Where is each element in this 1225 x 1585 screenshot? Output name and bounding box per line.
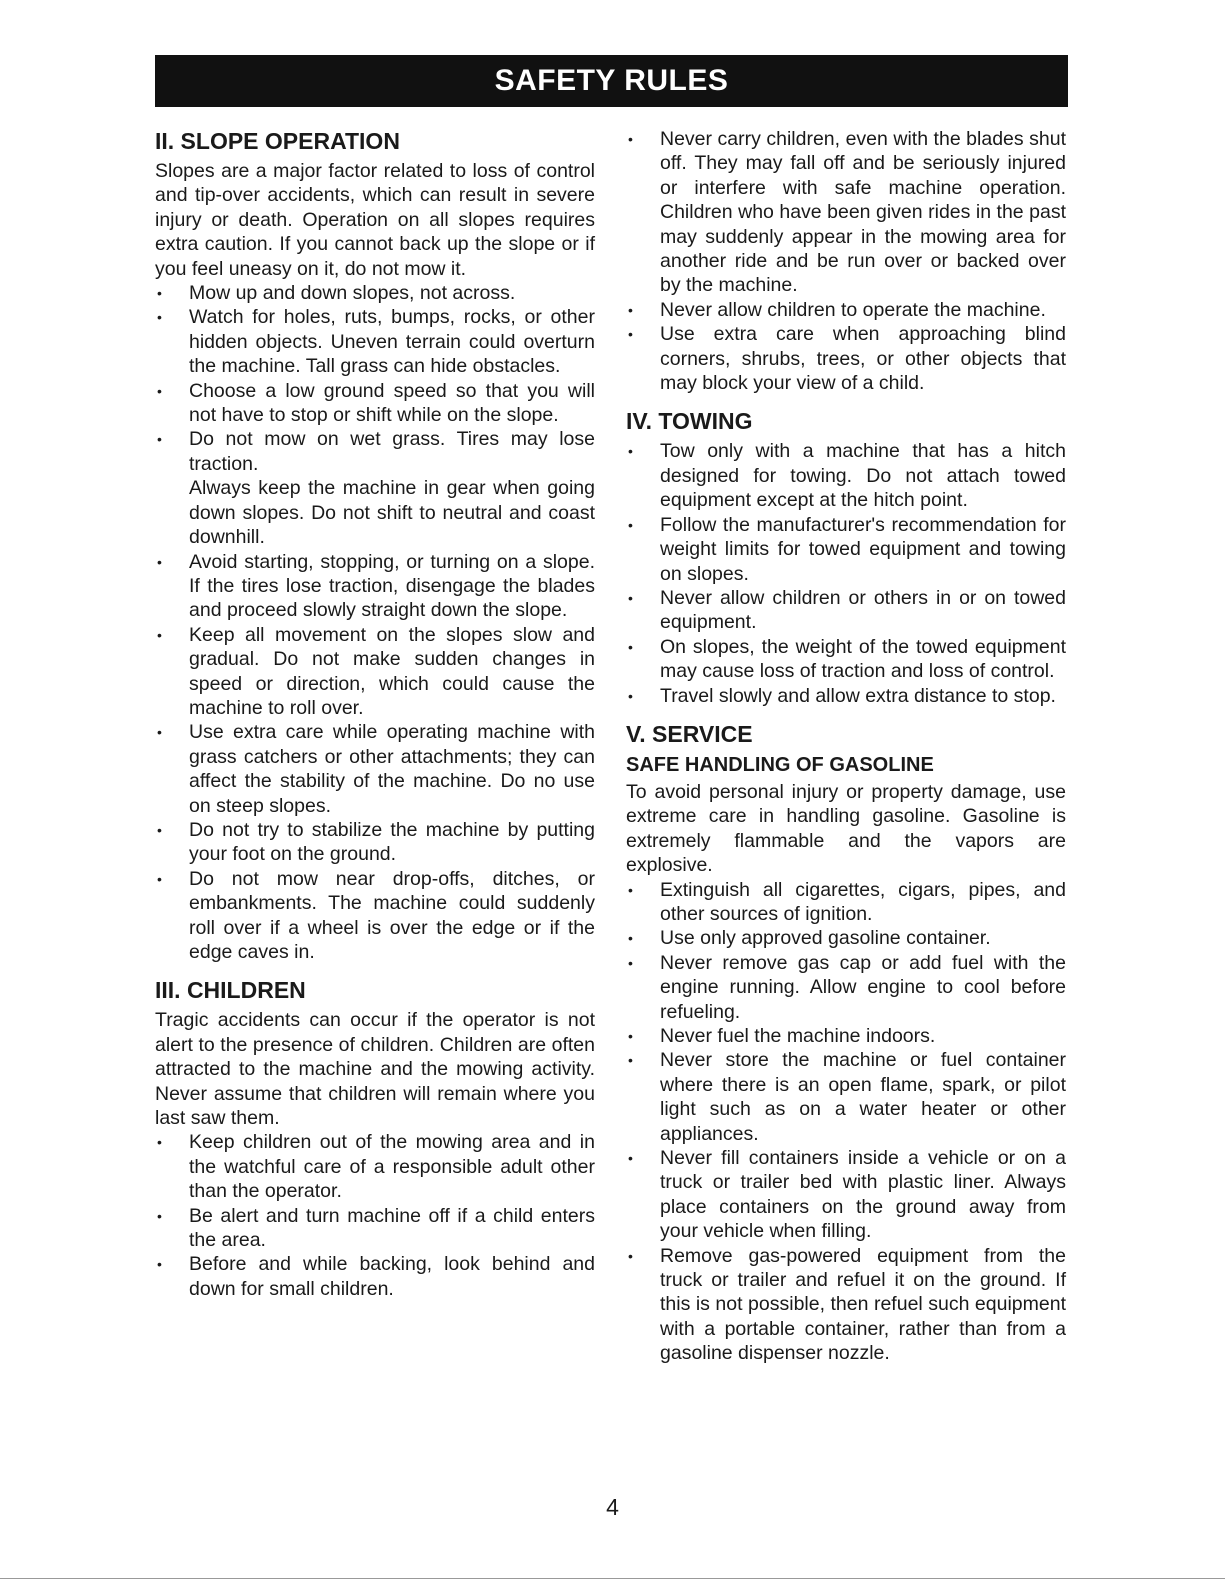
left-column	[155, 127, 595, 1301]
subheading-gasoline: SAFE HANDLING OF GASOLINE	[626, 753, 934, 776]
list-item: • Never allow children to operate the machine.	[628, 298, 1046, 321]
bottom-divider	[0, 1578, 1225, 1579]
list-item: • Use only approved gasoline container.	[628, 927, 991, 950]
list-item: • Keep children out of the mowing area and in the watchful care of a responsible adult other than the operator.	[157, 1131, 595, 1203]
list-item: • Choose a low ground speed so that you will not have to stop or shift while on the slope.	[157, 379, 595, 427]
list-item: • Avoid starting, stopping, or turning on a slope. If the tires lose traction, disengage the blades and proceed slowly straight down the slope.	[157, 550, 595, 622]
list-item: • Never store the machine or fuel container where there is an open flame, spark, or pilot light such as on a water heater or other appliances.	[628, 1049, 1066, 1145]
list-item: • Before and while backing, look behind and down for small children.	[157, 1253, 595, 1300]
list-item: • Never carry children, even with the blades shut off. They may fall off and be seriously injured or interfere with safe machine operation. Children who have been given rides in the past may suddenly appear in the mowing area for another ride and be run over or backed over by the machine.	[628, 128, 1066, 297]
heading-children: III. CHILDREN	[155, 977, 306, 1004]
list-item: • Do not mow on wet grass. Tires may lose traction.	[157, 428, 595, 475]
list-item: • Remove gas-powered equipment from the truck or trailer and refuel it on the ground. If this is not possible, then refuel such equipment with a portable container, rather than from a gasoline dispenser nozzle.	[628, 1244, 1066, 1365]
list-item: • Mow up and down slopes, not across.	[157, 282, 516, 305]
right-column	[626, 127, 1066, 1366]
children-bullets-continued	[626, 127, 1066, 395]
children-bullets	[155, 1130, 595, 1301]
list-item: • Use extra care when approaching blind corners, shrubs, trees, or other objects that may block your view of a child.	[628, 323, 1066, 395]
page-number: 4	[606, 1494, 619, 1520]
heading-slope-operation: II. SLOPE OPERATION	[155, 128, 400, 154]
list-item: • Keep all movement on the slopes slow and gradual. Do not make sudden changes in speed or direction, which could cause the machine to roll over.	[157, 623, 595, 719]
list-item: • Travel slowly and allow extra distance to stop.	[628, 684, 1056, 707]
list-item: • Do not mow near drop-offs, ditches, or embankments. The machine could suddenly roll over if a wheel is over the edge or if the edge caves in.	[157, 867, 595, 963]
list-item: • Tow only with a machine that has a hitch designed for towing. Do not attach towed equipment except at the hitch point.	[628, 440, 1066, 512]
slope-intro: Slopes are a major factor related to loss of control and tip-over accidents, which can result in severe injury or death. Operation on all slopes requires extra caution. If you cannot back up the slope or if you feel uneasy on it, do not mow it.	[155, 160, 595, 280]
list-item: • Never remove gas cap or add fuel with the engine running. Allow engine to cool before refueling.	[628, 951, 1066, 1023]
slope-bullets	[155, 281, 595, 964]
page-banner: SAFETY RULES	[155, 55, 1068, 107]
list-item: • Do not try to stabilize the machine by putting your foot on the ground.	[157, 818, 595, 866]
list-item: • Use extra care while operating machine with grass catchers or other attachments; they can affect the stability of the machine. Do no use on steep slopes.	[157, 721, 595, 817]
list-item: • Never fuel the machine indoors.	[628, 1025, 936, 1047]
list-item: • Never allow children or others in or on towed equipment.	[628, 586, 1066, 634]
list-item: • Watch for holes, ruts, bumps, rocks, or other hidden objects. Uneven terrain could overturn the machine. Tall grass can hide obstacles.	[157, 306, 595, 378]
list-item: • Be alert and turn machine off if a child enters the area.	[157, 1204, 595, 1252]
list-item: • On slopes, the weight of the towed equipment may cause loss of traction and loss of control.	[628, 635, 1066, 683]
list-item: • Follow the manufacturer's recommendation for weight limits for towed equipment and towing on slopes.	[628, 513, 1066, 585]
list-item: Always keep the machine in gear when going down slopes. Do not shift to neutral and coast downhill.	[189, 477, 595, 549]
towing-bullets	[626, 439, 1066, 707]
list-item: • Extinguish all cigarettes, cigars, pipes, and other sources of ignition.	[628, 878, 1066, 925]
service-intro: To avoid personal injury or property damage, use extreme care in handling gasoline. Gasoline is extremely flammable and the vapors are explosive.	[626, 780, 1066, 877]
heading-service: V. SERVICE	[626, 720, 753, 747]
list-item: • Never fill containers inside a vehicle or on a truck or trailer bed with plastic liner. Always place containers on the ground away from your vehicle when filling.	[628, 1147, 1066, 1243]
heading-towing: IV. TOWING	[626, 408, 753, 435]
children-intro: Tragic accidents can occur if the operator is not alert to the presence of children. Children are often attracted to the machine and the mowing activity. Never assume that children will remain where you last saw them.	[155, 1009, 595, 1130]
service-bullets	[626, 878, 1066, 1366]
